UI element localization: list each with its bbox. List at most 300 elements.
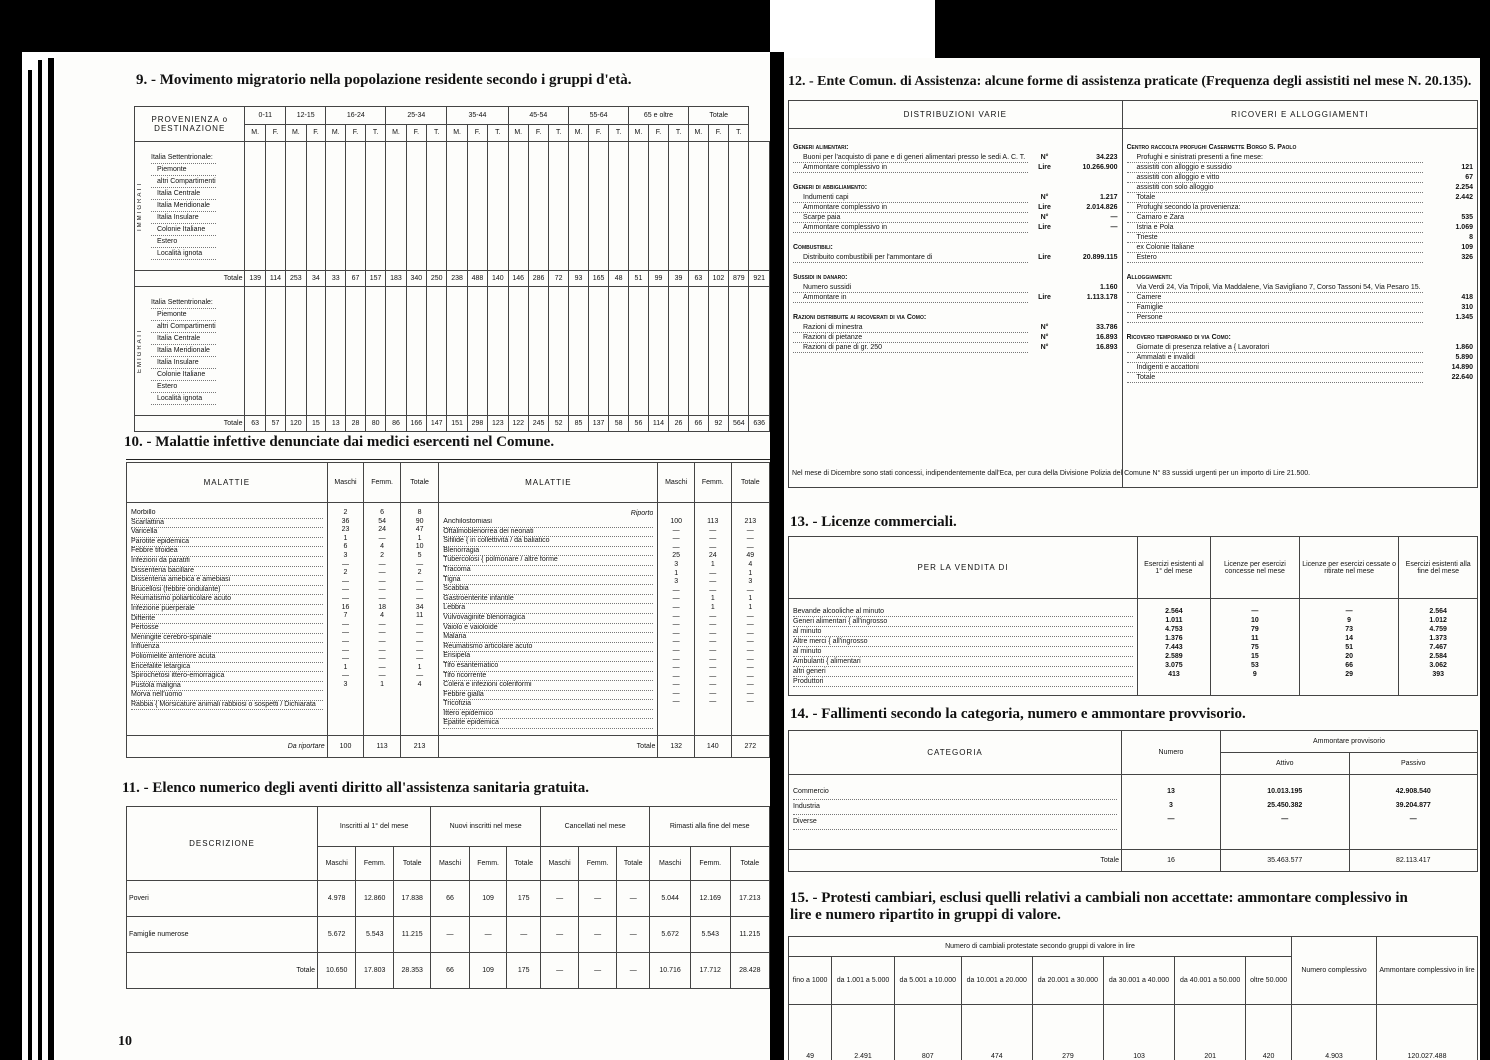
- scan-border-left-3: [38, 60, 42, 1060]
- bankruptcy-cell: 3: [1169, 802, 1173, 809]
- license-value: 2.564: [1165, 608, 1183, 615]
- totale-cell: 102: [708, 271, 728, 287]
- totale-cell: 137: [588, 416, 608, 432]
- license-value: 2.584: [1429, 653, 1447, 660]
- ricoveri-row: [1127, 163, 1474, 173]
- totale-cell: 63: [688, 271, 708, 287]
- disease-maschi: —: [672, 603, 680, 611]
- totale-cell: 146: [508, 271, 528, 287]
- col-malattie: MALATTIE: [439, 463, 658, 503]
- disease-maschi: 2: [343, 509, 348, 516]
- disease-maschi: —: [672, 535, 680, 543]
- col-esistenti-fine: Esercizi esistenti alla fine del mese: [1399, 537, 1478, 599]
- disease-femm: —: [378, 560, 386, 568]
- section-12-title: 12. - Ente Comun. di Assistenza: alcune forme di assistenza praticate (Frequenza degli assistiti nel mese N. 20.135).: [788, 74, 1472, 89]
- license-value: 66: [1345, 662, 1354, 669]
- distribution-unit: Lire: [1038, 294, 1051, 301]
- totale-label: Totale: [135, 416, 245, 432]
- disease-name: Malaria: [443, 633, 653, 643]
- license-value: 7.443: [1165, 644, 1183, 651]
- ricoveri-value: 2.254: [1455, 184, 1473, 191]
- ricoveri-value: 535: [1461, 214, 1473, 221]
- age-header: 12-15: [286, 107, 326, 125]
- scan-border-right: [1480, 0, 1490, 1060]
- disease-totale: —: [746, 681, 754, 689]
- totale-cell: 139: [245, 271, 265, 287]
- disease-name: Varicella: [131, 528, 323, 538]
- scan-border-top-left: [0, 0, 770, 52]
- disease-maschi: 1: [343, 534, 348, 542]
- bankruptcy-col: [789, 775, 1122, 850]
- disease-name: Gastroenterite infantile: [443, 595, 653, 605]
- ricoveri-value: 121: [1461, 164, 1473, 171]
- disease-name: Pustola maligna: [131, 682, 323, 692]
- data-cell: [629, 142, 649, 271]
- book-gutter: [770, 52, 784, 1060]
- scan-border-top-right: [935, 0, 1490, 58]
- sub-header: M.: [629, 124, 649, 142]
- disease-femm: 4: [380, 612, 385, 620]
- ricoveri-label: assistiti con alloggio e sussidio: [1127, 163, 1424, 173]
- license-value: 2.564: [1429, 608, 1447, 615]
- data-cell: [346, 142, 366, 271]
- left-maschi-col: [327, 503, 364, 736]
- ricoveri-row: [1127, 203, 1474, 213]
- disease-maschi: —: [342, 560, 349, 568]
- col-descrizione: DESCRIZIONE: [127, 807, 318, 881]
- data-cell: [365, 287, 385, 416]
- ricoveri-label: Giornate di presenza relative a { Lavoratori: [1127, 343, 1424, 353]
- data-cell: [488, 287, 508, 416]
- disease-femm: —: [709, 526, 717, 534]
- disease-name: Infezione puerperale: [131, 605, 323, 615]
- disease-totale: 1: [748, 569, 753, 577]
- data-cell: [569, 287, 589, 416]
- license-value: 3.062: [1429, 662, 1447, 669]
- disease-maschi: —: [342, 594, 349, 602]
- ricoveri-row: [1127, 303, 1474, 313]
- totale-cell: 99: [648, 271, 668, 287]
- disease-name: Tifo esantematico: [443, 662, 653, 672]
- disease-maschi: —: [672, 543, 680, 551]
- ricoveri-value: 1.860: [1455, 344, 1473, 351]
- row-label: Estero: [151, 236, 216, 248]
- ricoveri-value: 109: [1461, 244, 1473, 251]
- disease-maschi: —: [342, 620, 349, 628]
- sub-header: F.: [648, 124, 668, 142]
- distribution-unit: [1028, 283, 1062, 293]
- license-label: Produttori: [793, 677, 1133, 687]
- distribution-value: 16.893: [1096, 334, 1118, 341]
- ricoveri-row: [1127, 243, 1474, 253]
- bankruptcy-cell: 10.013.195: [1267, 788, 1303, 795]
- immigrati-labels: [135, 142, 245, 271]
- section-11-title: 11. - Elenco numerico degli aventi diritto all'assistenza sanitaria gratuita.: [122, 780, 590, 796]
- disease-name: Morva nell'uomo: [131, 691, 323, 701]
- data-cell: [245, 287, 265, 416]
- distribution-unit: N°: [1040, 324, 1049, 331]
- value-cell: —: [617, 881, 650, 917]
- sub-header: F.: [406, 124, 426, 142]
- totale-cell: 114: [265, 271, 285, 287]
- ricoveri-label: Istria e Pola: [1127, 223, 1424, 233]
- sub-header: M.: [286, 124, 306, 142]
- value-cell: 5.672: [650, 917, 690, 953]
- sub-header: F.: [708, 124, 728, 142]
- disease-femm: —: [709, 681, 717, 689]
- col-concesse: Licenze per esercizi concesse nel mese: [1210, 537, 1299, 599]
- protest-value: 279: [1032, 1005, 1103, 1060]
- licenses-body: [789, 599, 1478, 696]
- totale-cell: 488: [467, 271, 487, 287]
- sub-header: M.: [688, 124, 708, 142]
- disease-maschi: —: [342, 646, 349, 654]
- distribution-label: Numero sussidi: [793, 283, 1028, 293]
- disease-totale: —: [416, 586, 424, 594]
- totale-cell: 92: [708, 416, 728, 432]
- license-label: al minuto: [793, 627, 1133, 637]
- data-cell: [447, 287, 467, 416]
- disease-maschi: 1: [674, 569, 679, 577]
- totale-cell: 921: [749, 271, 770, 287]
- group-heading: Combustibili:: [793, 244, 833, 251]
- totale-cell: 39: [669, 271, 689, 287]
- disease-totale: —: [416, 629, 424, 637]
- data-cell: [669, 287, 689, 416]
- totale-cell: 63: [245, 416, 265, 432]
- totale-cell: 10.650: [318, 953, 356, 989]
- value-cell: 17.838: [394, 881, 431, 917]
- ricoveri-label: Profughi e sinistrati presenti a fine mese:: [1127, 153, 1424, 163]
- col-ammontare: Ammontare provvisorio: [1221, 731, 1478, 753]
- disease-femm: 6: [380, 509, 385, 516]
- group-heading: Sussidi in danaro:: [793, 274, 848, 281]
- totale-cell: 72: [549, 271, 569, 287]
- disease-totale: —: [746, 629, 754, 637]
- scan-border-left-4: [48, 58, 54, 1060]
- protests-table: [788, 936, 1478, 1060]
- disease-name: Infezioni da paratifi: [131, 557, 323, 567]
- disease-name: Febbre tifoidea: [131, 547, 323, 557]
- disease-femm: 24: [708, 552, 717, 560]
- distribuzioni-list: [789, 129, 1123, 488]
- left-femm-col: [364, 503, 401, 736]
- right-maschi-col: [658, 503, 695, 736]
- disease-name: Vulvovaginite blenorragica: [443, 614, 653, 624]
- distribution-label: Scarpe paia: [793, 213, 1028, 223]
- disease-name: Tifo ricorrente: [443, 672, 653, 682]
- sub-header: T.: [609, 124, 629, 142]
- ricoveri-value: [1423, 153, 1473, 163]
- license-value: 1.373: [1429, 635, 1447, 642]
- col-maschi: Maschi: [327, 463, 364, 503]
- totale-cell: 93: [569, 271, 589, 287]
- distribution-unit: Lire: [1038, 164, 1051, 171]
- data-cell: [326, 142, 346, 271]
- value-cell: —: [540, 881, 578, 917]
- disease-maschi: —: [672, 586, 680, 594]
- distribution-value: 1.160: [1099, 284, 1118, 291]
- sub-header: F.: [588, 124, 608, 142]
- distribution-row: [793, 333, 1118, 343]
- totale-cell: 80: [365, 416, 385, 432]
- distribution-row: [793, 223, 1118, 233]
- ricoveri-label: Estero: [1127, 253, 1424, 263]
- totale-label: Totale: [135, 271, 245, 287]
- protest-value: 201: [1175, 1005, 1246, 1060]
- disease-maschi: —: [342, 637, 349, 645]
- protest-value: 120.027.488: [1377, 1005, 1478, 1060]
- ricoveri-label: assistiti con solo alloggio: [1127, 183, 1424, 193]
- totale-cell: —: [617, 953, 650, 989]
- row-label: altri Compartimenti: [151, 321, 216, 333]
- da-riportare-m: 100: [327, 736, 364, 758]
- data-cell: [265, 287, 285, 416]
- distribution-label: Indumenti capi: [793, 193, 1028, 203]
- ricoveri-value: 22.640: [1451, 374, 1473, 381]
- sub-header: Totale: [507, 847, 540, 881]
- disease-femm: 1: [710, 603, 715, 611]
- immigrati-rows: [135, 142, 770, 271]
- sub-header: F.: [265, 124, 285, 142]
- totale-cell: 28.428: [730, 953, 769, 989]
- left-disease-list: [127, 503, 328, 736]
- disease-totale: 213: [744, 518, 757, 525]
- data-cell: [467, 287, 487, 416]
- sub-header: M.: [326, 124, 346, 142]
- row-label: Italia Meridionale: [151, 345, 216, 357]
- spacer: [660, 509, 692, 518]
- ricoveri-row: [1127, 233, 1474, 243]
- disease-totale: 1: [748, 603, 753, 611]
- ricoveri-row: [1127, 313, 1474, 323]
- data-cell: [265, 142, 285, 271]
- disease-femm: 4: [380, 543, 385, 551]
- ricoveri-label: Trieste: [1127, 233, 1424, 243]
- bankruptcy-cell: —: [1281, 816, 1289, 823]
- sub-header: F.: [306, 124, 326, 142]
- col-esistenti-inizio: Esercizi esistenti al 1° del mese: [1138, 537, 1211, 599]
- disease-totale: 90: [415, 517, 424, 525]
- data-cell: [488, 142, 508, 271]
- distribution-label: Razioni di pane di gr. 250: [793, 343, 1028, 353]
- assistance-totale-row: [127, 953, 770, 989]
- protest-value: 474: [961, 1005, 1032, 1060]
- value-cell: —: [507, 917, 540, 953]
- sub-header: Totale: [617, 847, 650, 881]
- distribution-value: 2.014.826: [1086, 204, 1118, 211]
- totale-cell: 109: [469, 953, 507, 989]
- data-cell: [508, 287, 528, 416]
- totale-cell: 66: [431, 953, 469, 989]
- value-cell: —: [579, 917, 617, 953]
- disease-name: Influenza: [131, 643, 323, 653]
- row-label: Italia Settentrionale:: [151, 152, 216, 164]
- ricoveri-label: Camere: [1127, 293, 1424, 303]
- value-group: da 5.001 a 10.000: [894, 957, 961, 1005]
- totale-cell: 34: [306, 271, 326, 287]
- distribution-value: 34.223: [1096, 154, 1118, 161]
- ricoveri-value: [1423, 203, 1473, 213]
- data-cell: [306, 142, 326, 271]
- disease-femm: 2: [380, 551, 385, 559]
- sub-header: T.: [365, 124, 385, 142]
- row-labels: [147, 297, 216, 405]
- disease-name: Ittero epidemico: [443, 710, 653, 720]
- disease-femm: —: [709, 621, 717, 629]
- row-label: Località ignota: [151, 248, 216, 260]
- totale-cell: 33: [326, 271, 346, 287]
- license-value: 413: [1168, 671, 1180, 678]
- totale-cell: 28: [346, 416, 366, 432]
- section-13-title: 13. - Licenze commerciali.: [790, 514, 957, 530]
- disease-totale: —: [746, 621, 754, 629]
- distribution-unit: Lire: [1038, 204, 1051, 211]
- disease-totale: 10: [415, 543, 424, 551]
- right-page: [784, 58, 1480, 1060]
- disease-maschi: 3: [343, 680, 348, 688]
- data-cell: [528, 142, 548, 271]
- ricoveri-label: Famiglie: [1127, 303, 1424, 313]
- distribution-label: Ammontare complessivo in: [793, 223, 1028, 233]
- sub-header: Maschi: [540, 847, 578, 881]
- disease-totale: —: [416, 620, 424, 628]
- license-label: Generi alimentari { all'ingrosso: [793, 617, 1133, 627]
- disease-femm: —: [709, 672, 717, 680]
- protest-value: 103: [1103, 1005, 1174, 1060]
- totale-cell: 250: [427, 271, 447, 287]
- value-group: oltre 50.000: [1246, 957, 1292, 1005]
- distribution-unit: Lire: [1038, 254, 1051, 261]
- disease-totale: 1: [748, 595, 753, 603]
- data-cell: [729, 287, 749, 416]
- da-riportare-f: 113: [364, 736, 401, 758]
- disease-totale: —: [416, 646, 424, 654]
- disease-totale: 34: [415, 603, 424, 611]
- bankruptcy-body: [789, 775, 1478, 850]
- left-totale-col: [400, 503, 438, 736]
- disease-femm: 18: [378, 603, 386, 611]
- age-header: Totale: [688, 107, 749, 125]
- totale-t: 272: [731, 736, 769, 758]
- disease-name: Colera e infezioni coleriformi: [443, 681, 653, 691]
- data-cell: [467, 142, 487, 271]
- data-cell: [286, 287, 306, 416]
- ricoveri-value: [1423, 283, 1473, 293]
- value-cell: 4.978: [318, 881, 356, 917]
- data-cell: [648, 142, 668, 271]
- totale-cell: 340: [406, 271, 426, 287]
- value-group: da 1.001 a 5.000: [832, 957, 895, 1005]
- disease-femm: —: [709, 543, 717, 551]
- disease-totale: 11: [415, 612, 424, 620]
- value-cell: —: [617, 917, 650, 953]
- data-cell: [427, 287, 447, 416]
- disease-totale: —: [746, 698, 754, 706]
- group-heading: Razioni distribuite ai ricoverati di via Como:: [793, 314, 927, 321]
- disease-name: Pertosse: [131, 624, 323, 634]
- license-value: 1.012: [1429, 617, 1447, 624]
- ricoveri-value: 5.890: [1455, 354, 1473, 361]
- data-cell: [669, 142, 689, 271]
- disease-femm: —: [709, 569, 717, 577]
- disease-maschi: —: [672, 698, 680, 706]
- disease-totale: —: [746, 612, 754, 620]
- ricoveri-row: [1127, 153, 1474, 163]
- license-value: 73: [1345, 626, 1354, 633]
- sub-header: Femm.: [469, 847, 507, 881]
- disease-name: Brucellosi (febbre ondulante): [131, 586, 323, 596]
- distribution-value: 1.217: [1099, 194, 1118, 201]
- value-cell: 109: [469, 881, 507, 917]
- totale-cell: 286: [528, 271, 548, 287]
- totale-cell: 166: [406, 416, 426, 432]
- ricoveri-row: [1127, 173, 1474, 183]
- label-wrap: [137, 152, 242, 260]
- data-cell: [629, 287, 649, 416]
- disease-name: Blenorragia: [443, 547, 653, 557]
- ricoveri-row: [1127, 293, 1474, 303]
- value-group: da 20.001 a 30.000: [1032, 957, 1103, 1005]
- row-label: Italia Centrale: [151, 333, 216, 345]
- disease-maschi: 6: [343, 543, 348, 551]
- disease-name: Tricofizia: [443, 700, 653, 710]
- group-heading: Alloggiamenti:: [1126, 274, 1173, 281]
- row-label: Località ignota: [151, 393, 216, 405]
- disease-femm: —: [709, 646, 717, 654]
- totale-cell: 123: [488, 416, 508, 432]
- licenses-col: [1299, 599, 1398, 696]
- value-cell: —: [579, 881, 617, 917]
- col-femm: Femm.: [364, 463, 401, 503]
- row-label: Poveri: [127, 881, 318, 917]
- emigrati-rows: [135, 287, 770, 416]
- value-cell: —: [469, 917, 507, 953]
- disease-totale: —: [746, 646, 754, 654]
- protest-value: 2.491: [832, 1005, 895, 1060]
- data-cell: [406, 142, 426, 271]
- totale-cell: 122: [508, 416, 528, 432]
- ricoveri-label: Ammalati e invalidi: [1127, 353, 1424, 363]
- disease-femm: —: [709, 535, 717, 543]
- distribution-row: [793, 163, 1118, 173]
- disease-maschi: —: [672, 629, 680, 637]
- license-value: 3.075: [1165, 662, 1183, 669]
- data-cell: [508, 142, 528, 271]
- data-cell: [549, 142, 569, 271]
- col-numero-complessivo: Numero complessivo: [1292, 937, 1377, 1005]
- provenienza-header: PROVENIENZA o DESTINAZIONE: [135, 107, 245, 142]
- sub-header: Maschi: [318, 847, 356, 881]
- license-value: 20: [1345, 653, 1354, 660]
- distribution-row: [793, 343, 1118, 353]
- row-label: Italia Insulare: [151, 212, 216, 224]
- bankruptcy-col: [1122, 775, 1221, 850]
- distribution-row: [793, 193, 1118, 203]
- disease-maschi: 16: [341, 603, 350, 611]
- disease-femm: —: [378, 577, 386, 585]
- license-value: 79: [1250, 626, 1259, 633]
- disease-totale: 4: [417, 680, 422, 688]
- label-wrap: [137, 297, 242, 405]
- distribution-value: —: [1110, 224, 1118, 231]
- row-label: Famiglie numerose: [127, 917, 318, 953]
- value-group: da 10.001 a 20.000: [961, 957, 1032, 1005]
- distribution-unit: N°: [1040, 154, 1049, 161]
- immigrati-vertical-label: IMMIGRATI: [137, 181, 143, 231]
- totale-cell: 66: [688, 416, 708, 432]
- disease-name: Febbre gialla: [443, 691, 653, 701]
